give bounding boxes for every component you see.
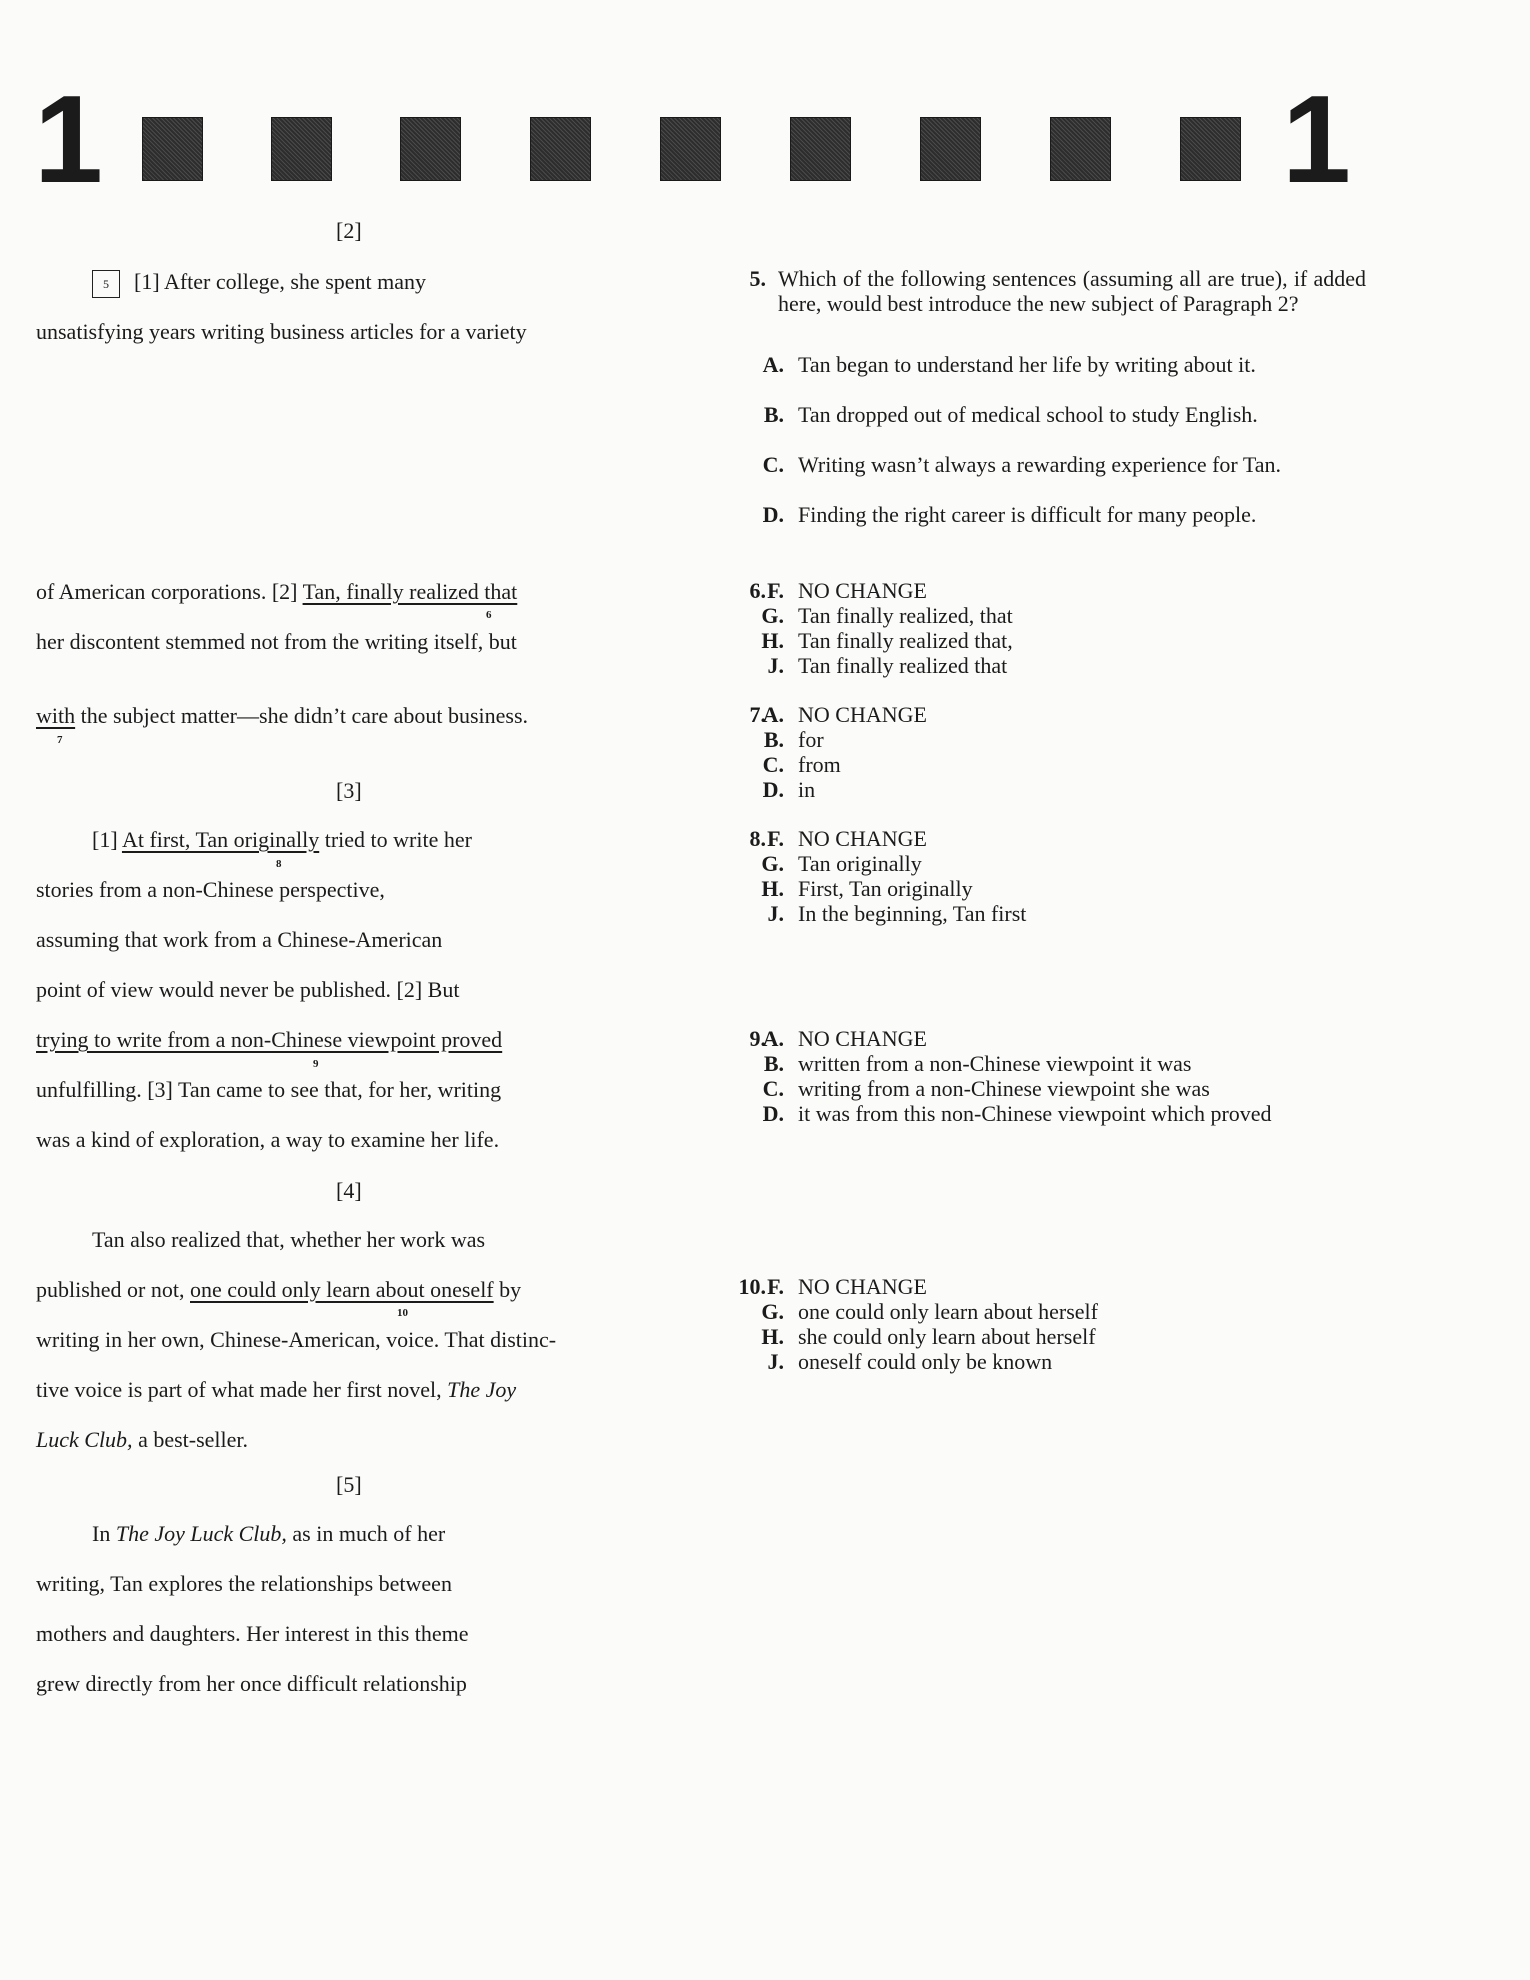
option-text: In the beginning, Tan first: [798, 901, 1027, 926]
passage-line: [36, 1028, 502, 1052]
header-block: [400, 117, 461, 181]
option-letter: H.: [761, 876, 784, 901]
option-letter: G.: [761, 851, 784, 876]
question-8: [718, 826, 1358, 936]
header-block: [530, 117, 591, 181]
passage-line: Tan also realized that, whether her work was: [92, 1227, 486, 1252]
question-stem: Which of the following sentences (assuming all are true), if added here, would best introduce the new subject of Paragraph 2?: [778, 266, 1366, 316]
option-text: Tan finally realized that,: [798, 628, 1013, 653]
option-text: NO CHANGE: [798, 826, 927, 851]
underlined-portion-9: trying to write from a non-Chinese viewpoint proved: [36, 1027, 503, 1052]
paragraph-label-2: [2]: [336, 218, 362, 243]
book-title: Luck Club,: [36, 1427, 133, 1452]
question-9: [718, 1026, 1358, 1156]
option-letter: F.: [767, 826, 784, 851]
option-letter: J.: [767, 1349, 784, 1374]
underlined-portion-7: with: [36, 703, 76, 728]
paragraph-label-4: [4]: [336, 1178, 362, 1203]
underlined-portion-10: one could only learn about oneself: [190, 1277, 494, 1302]
option-letter: F.: [767, 578, 784, 603]
question-box-5: 5: [92, 270, 120, 298]
option-letter: D.: [762, 502, 784, 527]
underline-number-10: 10: [397, 1307, 408, 1319]
book-title: The Joy: [447, 1377, 517, 1402]
question-5: [718, 266, 1366, 556]
option-text: in: [798, 777, 816, 802]
option-letter: A.: [762, 352, 784, 377]
passage-line: unsatisfying years writing business articles for a variety: [36, 319, 527, 344]
passage-line: writing, Tan explores the relationships between: [36, 1571, 452, 1596]
passage-line: [36, 704, 528, 728]
header-block: [660, 117, 721, 181]
option-letter: B.: [763, 402, 784, 427]
passage-text: tive voice is part of what made her first novel,: [36, 1377, 448, 1402]
passage-line: grew directly from her once difficult relationship: [36, 1671, 467, 1696]
option-letter: G.: [761, 603, 784, 628]
question-6: [718, 578, 1358, 688]
header-block-strip: [142, 117, 1277, 181]
option-letter: J.: [767, 901, 784, 926]
option-letter: A.: [762, 1026, 784, 1051]
question-10: [718, 1274, 1358, 1384]
option-text: Tan began to understand her life by writing about it.: [798, 352, 1256, 377]
option-text: written from a non-Chinese viewpoint it was: [798, 1051, 1192, 1076]
option-text: for: [798, 727, 824, 752]
passage-text: In: [92, 1521, 116, 1546]
underline-number-8: 8: [276, 858, 282, 870]
header-block: [1050, 117, 1111, 181]
option-text: Tan finally realized, that: [798, 603, 1013, 628]
passage-line: [1] After college, she spent many: [134, 269, 427, 294]
option-letter: D.: [762, 777, 784, 802]
option-text: NO CHANGE: [798, 1274, 927, 1299]
question-number: 8.: [749, 826, 766, 851]
option-text: Tan dropped out of medical school to study English.: [798, 402, 1258, 427]
header-block: [920, 117, 981, 181]
passage-line: stories from a non-Chinese perspective,: [36, 877, 385, 902]
underline-number-9: 9: [313, 1058, 319, 1070]
option-text: from: [798, 752, 841, 777]
passage-line: [36, 580, 517, 604]
option-letter: C.: [762, 452, 784, 477]
underline-number-7: 7: [57, 734, 63, 746]
book-title: The Joy Luck Club,: [115, 1521, 287, 1546]
option-letter: A.: [762, 702, 784, 727]
option-letter: D.: [762, 1101, 784, 1126]
passage-line: [92, 1522, 445, 1546]
passage-line: unfulfilling. [3] Tan came to see that, for her, writing: [36, 1077, 502, 1102]
option-letter: G.: [761, 1299, 784, 1324]
passage-text: by: [493, 1277, 522, 1302]
underlined-portion-6: Tan, finally realized that: [302, 579, 518, 604]
option-text: NO CHANGE: [798, 702, 927, 727]
passage-text: the subject matter—she didn’t care about business.: [75, 703, 529, 728]
header-block: [790, 117, 851, 181]
option-letter: H.: [761, 628, 784, 653]
section-number-left: 1: [34, 71, 99, 209]
passage-line: her discontent stemmed not from the writing itself, but: [36, 629, 517, 654]
option-text: she could only learn about herself: [798, 1324, 1096, 1349]
option-letter: B.: [763, 1051, 784, 1076]
passage-text: tried to write her: [319, 827, 472, 852]
question-number: 7.: [749, 702, 766, 727]
passage-line: assuming that work from a Chinese-American: [36, 927, 443, 952]
option-text: NO CHANGE: [798, 578, 927, 603]
question-7: [718, 702, 1358, 812]
passage-line: [36, 1378, 516, 1402]
section-number-right: 1: [1282, 71, 1347, 209]
option-letter: F.: [767, 1274, 784, 1299]
option-letter: C.: [762, 1076, 784, 1101]
header-block: [1180, 117, 1241, 181]
option-text: First, Tan originally: [798, 876, 973, 901]
option-text: writing from a non-Chinese viewpoint she was: [798, 1076, 1210, 1101]
question-number: 9.: [749, 1026, 766, 1051]
option-letter: C.: [762, 752, 784, 777]
paragraph-label-3: [3]: [336, 778, 362, 803]
option-letter: H.: [761, 1324, 784, 1349]
underlined-portion-8: At first, Tan originally: [121, 827, 320, 852]
passage-text: published or not,: [36, 1277, 190, 1302]
option-text: Tan finally realized that: [798, 653, 1008, 678]
passage-line: [36, 1428, 248, 1452]
passage-text: a best-seller.: [132, 1427, 249, 1452]
option-text: Tan originally: [798, 851, 922, 876]
option-text: NO CHANGE: [798, 1026, 927, 1051]
passage-text: [1]: [92, 827, 122, 852]
passage-line: [36, 1278, 521, 1302]
question-number: 5.: [749, 266, 766, 291]
option-text: it was from this non-Chinese viewpoint which proved: [798, 1101, 1272, 1126]
underline-number-6: 6: [486, 609, 492, 621]
option-text: Finding the right career is difficult for many people.: [798, 502, 1257, 527]
header-block: [142, 117, 203, 181]
passage-line: [92, 828, 472, 852]
question-number: 10.: [738, 1274, 766, 1299]
option-text: Writing wasn’t always a rewarding experience for Tan.: [798, 452, 1282, 477]
passage-line: point of view would never be published. [2] But: [36, 977, 460, 1002]
passage-text: of American corporations. [2]: [36, 579, 303, 604]
passage-line: mothers and daughters. Her interest in this theme: [36, 1621, 469, 1646]
paragraph-label-5: [5]: [336, 1472, 362, 1497]
option-text: one could only learn about herself: [798, 1299, 1098, 1324]
header-block: [271, 117, 332, 181]
question-number: 6.: [749, 578, 766, 603]
passage-line: was a kind of exploration, a way to examine her life.: [36, 1127, 500, 1152]
passage-text: as in much of her: [286, 1521, 446, 1546]
option-letter: B.: [763, 727, 784, 752]
passage-line: writing in her own, Chinese-American, voice. That distinc-: [36, 1327, 557, 1352]
option-letter: J.: [767, 653, 784, 678]
option-text: oneself could only be known: [798, 1349, 1053, 1374]
